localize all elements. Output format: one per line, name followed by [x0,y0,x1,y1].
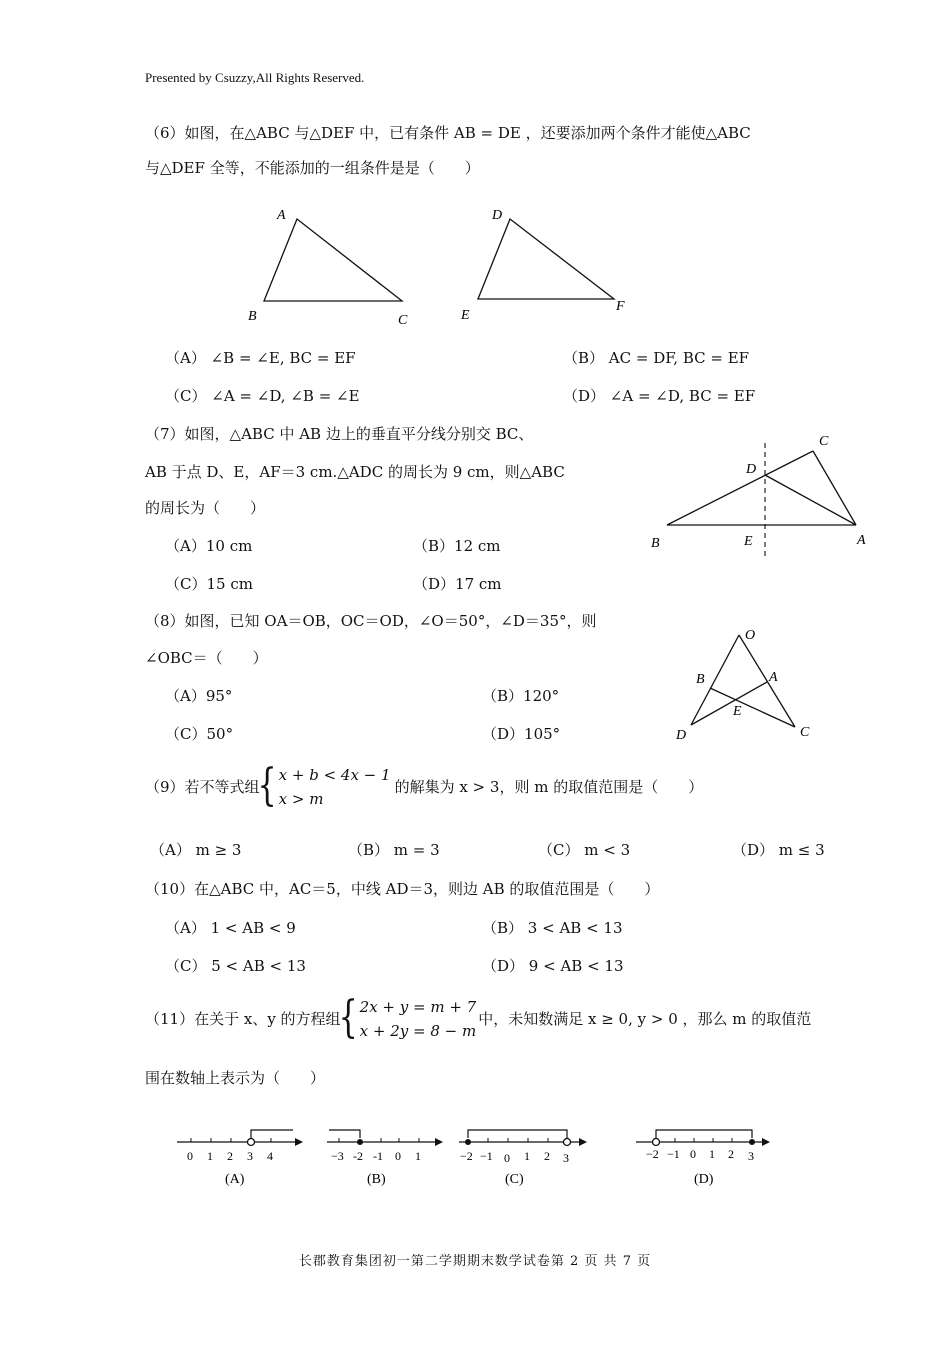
left-brace: { [257,760,277,812]
tick-label: 3 [748,1149,754,1163]
q10-option-c: （C） 5 < AB < 13 [165,957,306,975]
numberline-c [457,1120,592,1192]
label-b: B [651,536,660,551]
q8-stem-line2: ∠OBC＝（ ） [145,649,268,667]
q9-row2: x > m [278,790,324,808]
label-b: B [248,309,257,324]
tick-label: 0 [395,1149,401,1163]
label-c: C [819,434,829,449]
q10-option-a: （A） 1 < AB < 9 [165,919,296,937]
q11-row1: 2x + y = m + 7 [359,998,477,1016]
q11-prefix: （11）在关于 x、y 的方程组 [145,1010,341,1028]
label-d: D [746,462,757,477]
tick-label: −1 [480,1149,493,1163]
tick-label: 2 [544,1149,550,1163]
tick-label: 0 [187,1149,193,1163]
label-b: B [696,672,705,687]
tick-label: 1 [524,1149,530,1163]
tick-label: 3 [563,1151,569,1165]
tick-label: 3 [247,1149,253,1163]
q6-stem-line1: （6）如图，在△ABC 与△DEF 中，已有条件 AB = DE ，还要添加两个条件才能使△ABC [145,124,751,142]
label-d: D [492,208,503,223]
label-f: F [616,299,625,314]
q9-option-b: （B） m = 3 [348,841,440,859]
q6-stem-line2: 与△DEF 全等，不能添加的一组条件是是（ ） [145,159,480,177]
q6-option-b: （B） AC = DF, BC = EF [563,349,750,367]
q7-option-b: （B）12 cm [413,537,501,555]
q11-equation-system [360,995,477,1043]
q11-stem-line2: 围在数轴上表示为（ ） [145,1069,326,1087]
numberline-caption: (C) [505,1172,524,1187]
q7-stem-line2: AB 于点 D、E，AF＝3 cm.△ADC 的周长为 9 cm，则△ABC [145,463,565,481]
tick-label: 0 [690,1147,696,1161]
label-c: C [398,313,408,328]
q11-row2: x + 2y = 8 − m [359,1022,477,1040]
tick-label: 2 [227,1149,233,1163]
page-footer: 长郡教育集团初一第二学期期末数学试卷第 2 页 共 7 页 [298,1254,652,1269]
tick-label: 1 [415,1149,421,1163]
label-a: A [277,208,286,223]
numberline-caption: (D) [694,1172,714,1187]
tick-label: −2 [460,1149,473,1163]
label-d: D [676,728,687,743]
triangle-def [478,219,614,299]
q8-option-a: （A）95° [165,687,233,705]
q10-option-d: （D） 9 < AB < 13 [482,957,624,975]
q9-row1: x + b < 4x − 1 [278,766,391,784]
numberline-a [175,1120,305,1192]
numberline-caption: (B) [367,1172,386,1187]
label-a: A [857,533,866,548]
q6-option-a: （A） ∠B = ∠E, BC = EF [165,349,356,367]
q8-option-c: （C）50° [165,725,234,743]
left-brace: { [338,992,358,1044]
q6-option-d: （D） ∠A = ∠D, BC = EF [563,387,756,405]
q9-option-d: （D） m ≤ 3 [732,841,825,859]
q8-figure [665,620,835,750]
tick-label: −1 [667,1147,680,1161]
label-e: E [461,308,470,323]
q9-inequality-system [279,763,391,811]
page-header: Presented by Csuzzy,All Rights Reserved. [145,70,365,85]
q10-stem: （10）在△ABC 中，AC＝5，中线 AD＝3，则边 AB 的取值范围是（ ） [145,880,660,898]
label-e: E [733,704,742,719]
q6-option-c: （C） ∠A = ∠D, ∠B = ∠E [165,387,360,405]
tick-label: 1 [709,1147,715,1161]
q7-figure [640,425,880,565]
tick-label: −2 [646,1147,659,1161]
triangle-abc [264,219,402,301]
tick-label: −3 [331,1149,344,1163]
q9-option-c: （C） m < 3 [538,841,631,859]
tick-label: 0 [504,1151,510,1165]
label-c: C [800,725,810,740]
q9-suffix: 的解集为 x > 3，则 m 的取值范围是（ ） [394,778,704,796]
tick-label: -1 [373,1149,383,1163]
numberline-b [323,1120,448,1192]
q7-stem-line1: （7）如图，△ABC 中 AB 边上的垂直平分线分别交 BC、 [145,425,534,443]
tick-label: 4 [267,1149,273,1163]
numberline-d [632,1120,777,1192]
q8-option-b: （B）120° [482,687,560,705]
q9-prefix: （9）若不等式组 [145,778,260,796]
q9-option-a: （A） m ≥ 3 [150,841,242,859]
q7-option-d: （D）17 cm [413,575,502,593]
tick-label: 1 [207,1149,213,1163]
q7-stem-line3: 的周长为（ ） [145,499,266,517]
q8-option-d: （D）105° [482,725,561,743]
q7-option-a: （A）10 cm [165,537,253,555]
label-e: E [744,534,753,549]
q9-stem [145,760,704,812]
tick-label: -2 [353,1149,363,1163]
q8-stem-line1: （8）如图，已知 OA＝OB，OC＝OD，∠O＝50°，∠D＝35°，则 [145,612,597,630]
label-a: A [769,670,778,685]
numberline-caption: (A) [225,1172,245,1187]
q11-stem [145,992,812,1044]
q7-option-c: （C）15 cm [165,575,253,593]
q6-triangles-figure [230,195,650,335]
label-o: O [745,628,756,643]
q10-option-b: （B） 3 < AB < 13 [482,919,623,937]
q11-suffix: 中，未知数满足 x ≥ 0, y > 0 ，那么 m 的取值范 [478,1010,812,1028]
tick-label: 2 [728,1147,734,1161]
